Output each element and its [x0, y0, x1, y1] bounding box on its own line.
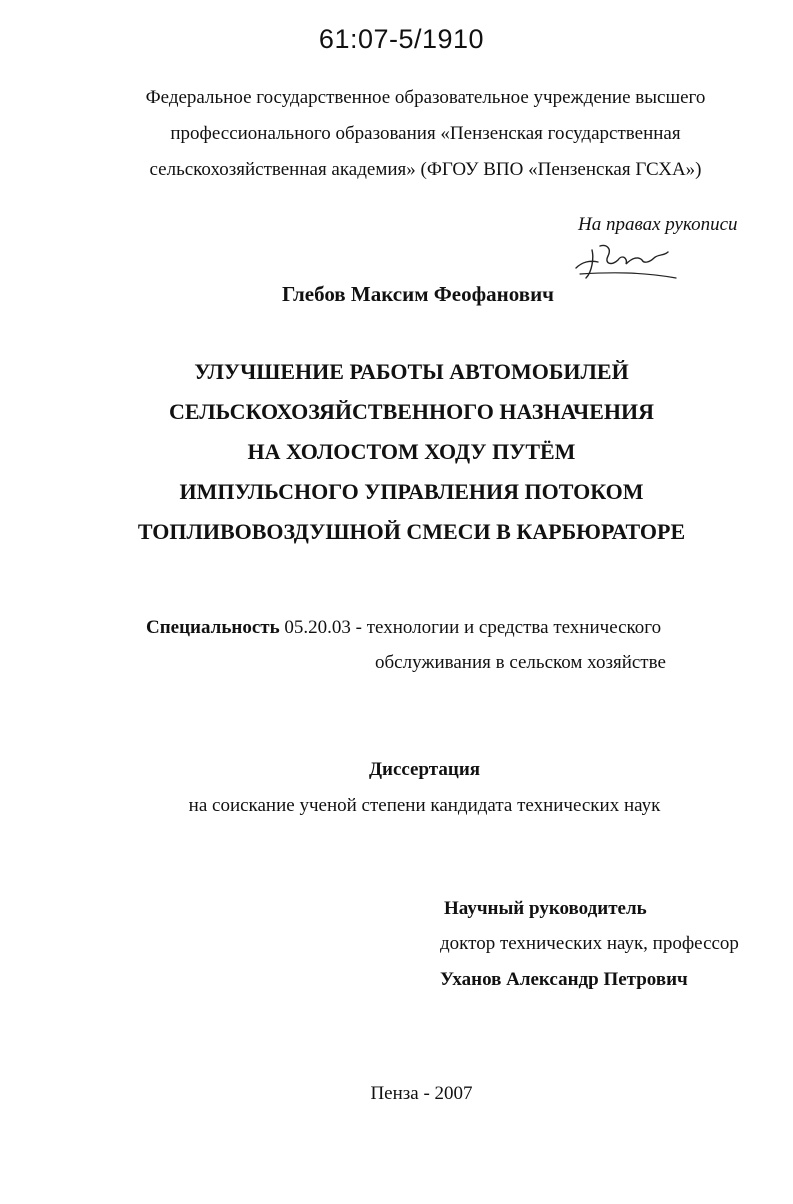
specialty-line	[146, 617, 661, 639]
specialty-continuation: обслуживания в сельском хозяйстве	[375, 652, 666, 673]
handwritten-signature	[572, 238, 682, 286]
title-line: СЕЛЬСКОХОЗЯЙСТВЕННОГО НАЗНАЧЕНИЯ	[169, 399, 654, 424]
dissertation-title	[0, 352, 793, 552]
author-name: Глебов Максим Феофанович	[282, 282, 555, 306]
institution-block	[0, 80, 793, 188]
supervisor-name: Уханов Александр Петрович	[440, 969, 688, 990]
title-line: УЛУЧШЕНИЕ РАБОТЫ АВТОМОБИЛЕЙ	[194, 359, 629, 384]
institution-line: Федеральное государственное образовательное учреждение высшего	[145, 87, 706, 108]
dissertation-label: Диссертация	[368, 759, 481, 780]
specialty-label: Специальность	[146, 617, 280, 638]
catalog-code: 61:07-5/1910	[318, 24, 485, 54]
title-line: НА ХОЛОСТОМ ХОДУ ПУТЁМ	[247, 439, 576, 464]
supervisor-degree: доктор технических наук, профессор	[440, 933, 739, 954]
dissertation-subtitle: на соискание ученой степени кандидата технических наук	[188, 795, 661, 816]
institution-line: профессионального образования «Пензенская государственная	[170, 123, 681, 144]
supervisor-label: Научный руководитель	[444, 898, 647, 919]
institution-line: сельскохозяйственная академия» (ФГОУ ВПО «Пензенская ГСХА»)	[149, 159, 702, 180]
specialty-code: 05.20.03 - технологии и средства технического	[284, 617, 662, 638]
city-year: Пенза - 2007	[370, 1083, 473, 1104]
title-line: ТОПЛИВОВОЗДУШНОЙ СМЕСИ В КАРБЮРАТОРЕ	[137, 519, 686, 544]
title-line: ИМПУЛЬСНОГО УПРАВЛЕНИЯ ПОТОКОМ	[179, 479, 644, 504]
manuscript-note: На правах рукописи	[578, 214, 738, 235]
